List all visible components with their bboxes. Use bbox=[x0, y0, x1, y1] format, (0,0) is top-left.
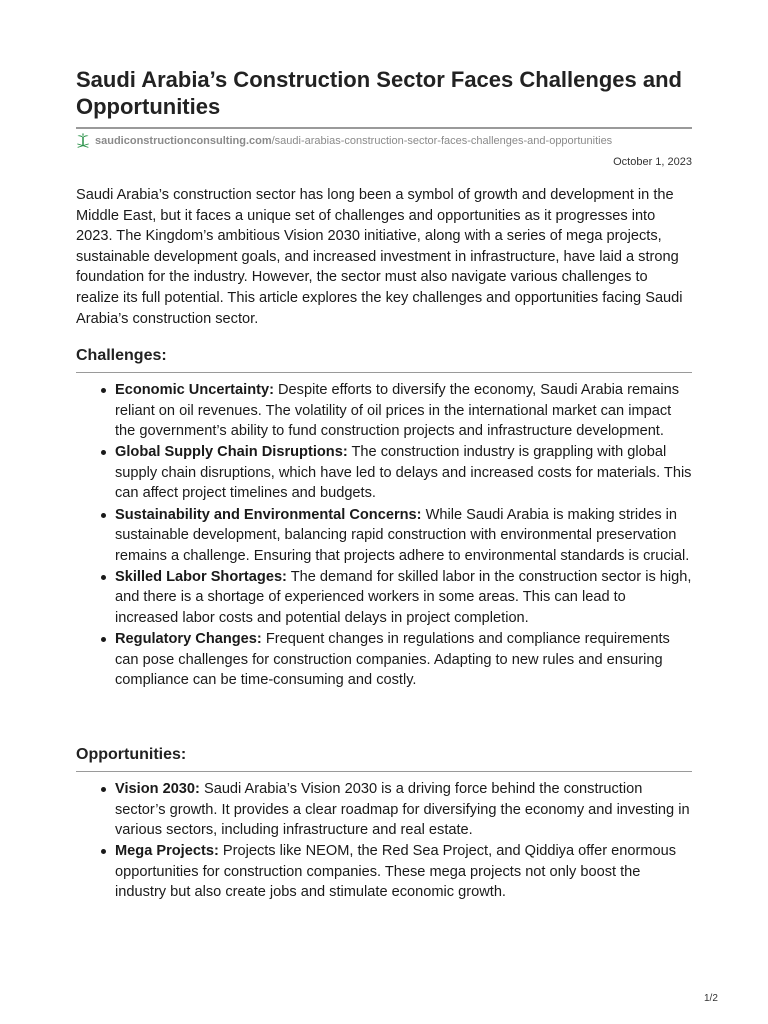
opportunities-list bbox=[76, 779, 692, 904]
item-text: Frequent changes in regulations and compliance requirements can pose challenges for construction companies. Adapting to new rules and ensuring compliance can be time-consuming and costly. bbox=[115, 631, 670, 689]
item-term: Mega Projects: bbox=[115, 843, 219, 860]
opportunities-divider bbox=[76, 771, 692, 772]
item-term: Economic Uncertainty: bbox=[115, 382, 274, 398]
challenges-list bbox=[76, 380, 692, 691]
item-term: Global Supply Chain Disruptions: bbox=[115, 444, 348, 461]
article-title: Saudi Arabia’s Construction Sector Faces Challenges and Opportunities bbox=[76, 67, 682, 119]
item-term: Regulatory Changes: bbox=[115, 631, 262, 648]
item-text: Despite efforts to diversify the economy, Saudi Arabia remains reliant on oil revenues. The volatility of oil prices in the international market can impact the government’s ability to fund construction projects and infrastructure development. bbox=[115, 382, 680, 440]
item-text: Projects like NEOM, the Red Sea Project, and Qiddiya offer enormous opportunities for construction companies. These mega projects not only boost the industry but also create jobs and stimulate economic growth. bbox=[115, 843, 677, 901]
source-path: /saudi-arabias-construction-sector-faces-challenges-and-opportunities bbox=[271, 135, 613, 147]
list-item bbox=[115, 505, 692, 567]
challenges-heading: Challenges: bbox=[76, 347, 167, 364]
list-item bbox=[115, 779, 692, 841]
intro-paragraph: Saudi Arabia’s construction sector has long been a symbol of growth and development in the Middle East, but it faces a unique set of challenges and opportunities as it progresses into 2023. The Kingdom’s ambitious Vision 2030 initiative, along with a series of mega projects, sustainable development goals, and increased investment in infrastructure, have laid a strong foundation for the industry. However, the sector must also navigate various challenges to realize its full potential. This article explores the key challenges and opportunities facing Saudi Arabia’s construction sector. bbox=[76, 187, 683, 327]
item-text: The construction industry is grappling with global supply chain disruptions, which have led to delays and increased costs for materials. This can affect project timelines and budgets. bbox=[115, 444, 692, 502]
item-term: Vision 2030: bbox=[115, 781, 200, 797]
list-item bbox=[115, 567, 692, 629]
page-number: 1/2 bbox=[704, 993, 718, 1004]
list-item bbox=[115, 442, 692, 504]
item-text: Saudi Arabia’s Vision 2030 is a driving force behind the construction sector’s growth. It provides a clear roadmap for diversifying the economy and investing in various sectors, including infrastructure and real estate. bbox=[115, 781, 690, 839]
item-term: Skilled Labor Shortages: bbox=[115, 568, 287, 585]
list-item bbox=[115, 380, 692, 442]
item-text: While Saudi Arabia is making strides in sustainable development, balancing rapid construction with environmental preservation remains a challenge. Ensuring that projects adhere to environmental standards is crucial. bbox=[115, 506, 690, 564]
publish-date: October 1, 2023 bbox=[613, 156, 692, 168]
list-item bbox=[115, 841, 692, 903]
challenges-divider bbox=[76, 372, 692, 373]
item-term: Sustainability and Environmental Concerns: bbox=[115, 506, 422, 523]
source-domain: saudiconstructionconsulting.com bbox=[95, 135, 272, 147]
saudi-palm-swords-icon bbox=[76, 133, 90, 149]
source-url[interactable] bbox=[76, 133, 612, 149]
title-divider bbox=[76, 127, 692, 129]
opportunities-heading: Opportunities: bbox=[76, 746, 187, 763]
item-text: The demand for skilled labor in the construction sector is high, and there is a shortage of experienced workers in some areas. This can lead to increased labor costs and potential delays in project completion. bbox=[115, 568, 692, 627]
list-item bbox=[115, 629, 692, 691]
